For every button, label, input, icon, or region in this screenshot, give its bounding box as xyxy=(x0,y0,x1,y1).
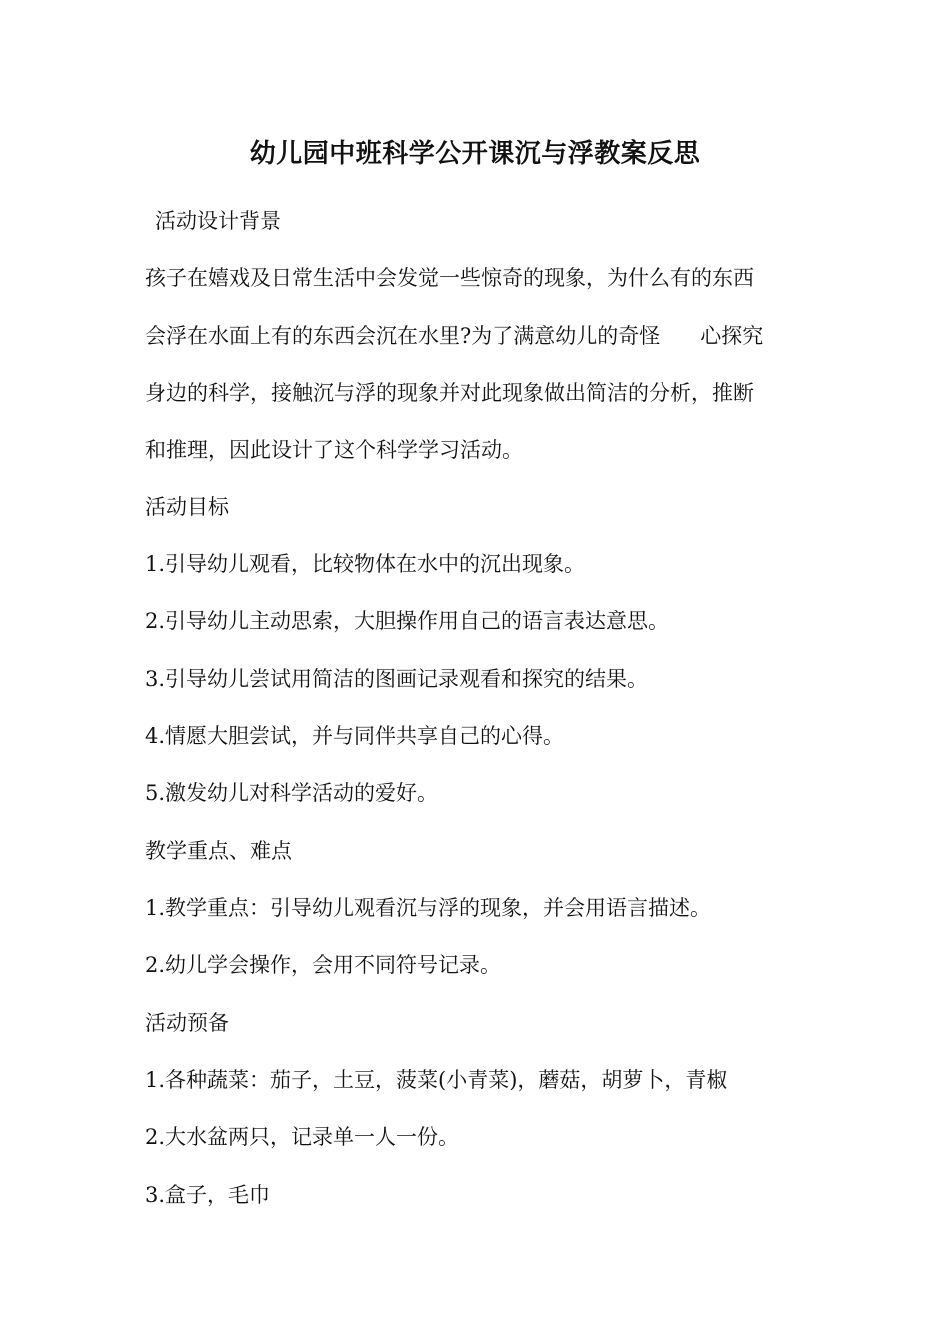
goal-item: 2.引导幼儿主动思索，大胆操作用自己的语言表达意思。 xyxy=(145,609,670,633)
background-paragraph-line-2 xyxy=(145,322,763,350)
goal-item: 3.引导幼儿尝试用简洁的图画记录观看和探究的结果。 xyxy=(145,667,649,691)
section-heading-goals: 活动目标 xyxy=(145,495,229,519)
preparation-item: 3.盒子，毛巾 xyxy=(145,1183,271,1207)
preparation-item: 1.各种蔬菜：茄子，土豆，菠菜(小青菜)，蘑菇，胡萝卜，青椒 xyxy=(145,1068,728,1092)
section-heading-background: 活动设计背景 xyxy=(155,209,281,233)
goal-item: 1.引导幼儿观看，比较物体在水中的沉出现象。 xyxy=(145,552,586,576)
goal-item: 4.情愿大胆尝试，并与同伴共享自己的心得。 xyxy=(145,724,565,748)
key-point-item: 1.教学重点：引导幼儿观看沉与浮的现象，并会用语言描述。 xyxy=(145,896,712,920)
key-point-item: 2.幼儿学会操作，会用不同符号记录。 xyxy=(145,953,502,977)
section-heading-key-points: 教学重点、难点 xyxy=(145,839,292,863)
goal-item: 5.激发幼儿对科学活动的爱好。 xyxy=(145,781,439,805)
background-paragraph-line-2-part-a: 会浮在水面上有的东西会沉在水里?为了满意幼儿的奇怪 xyxy=(145,324,661,348)
background-paragraph-line-2-part-b: 心探究 xyxy=(700,324,764,348)
background-paragraph-line-3: 身边的科学，接触沉与浮的现象并对此现象做出简洁的分析，推断 xyxy=(145,381,754,405)
preparation-item: 2.大水盆两只，记录单一人一份。 xyxy=(145,1125,460,1149)
section-heading-preparation: 活动预备 xyxy=(145,1011,229,1035)
document-title: 幼儿园中班科学公开课沉与浮教案反思 xyxy=(249,139,701,169)
background-paragraph-line-4: 和推理，因此设计了这个科学学习活动。 xyxy=(145,438,523,462)
background-paragraph-line-1: 孩子在嬉戏及日常生活中会发觉一些惊奇的现象，为什么有的东西 xyxy=(145,266,754,290)
